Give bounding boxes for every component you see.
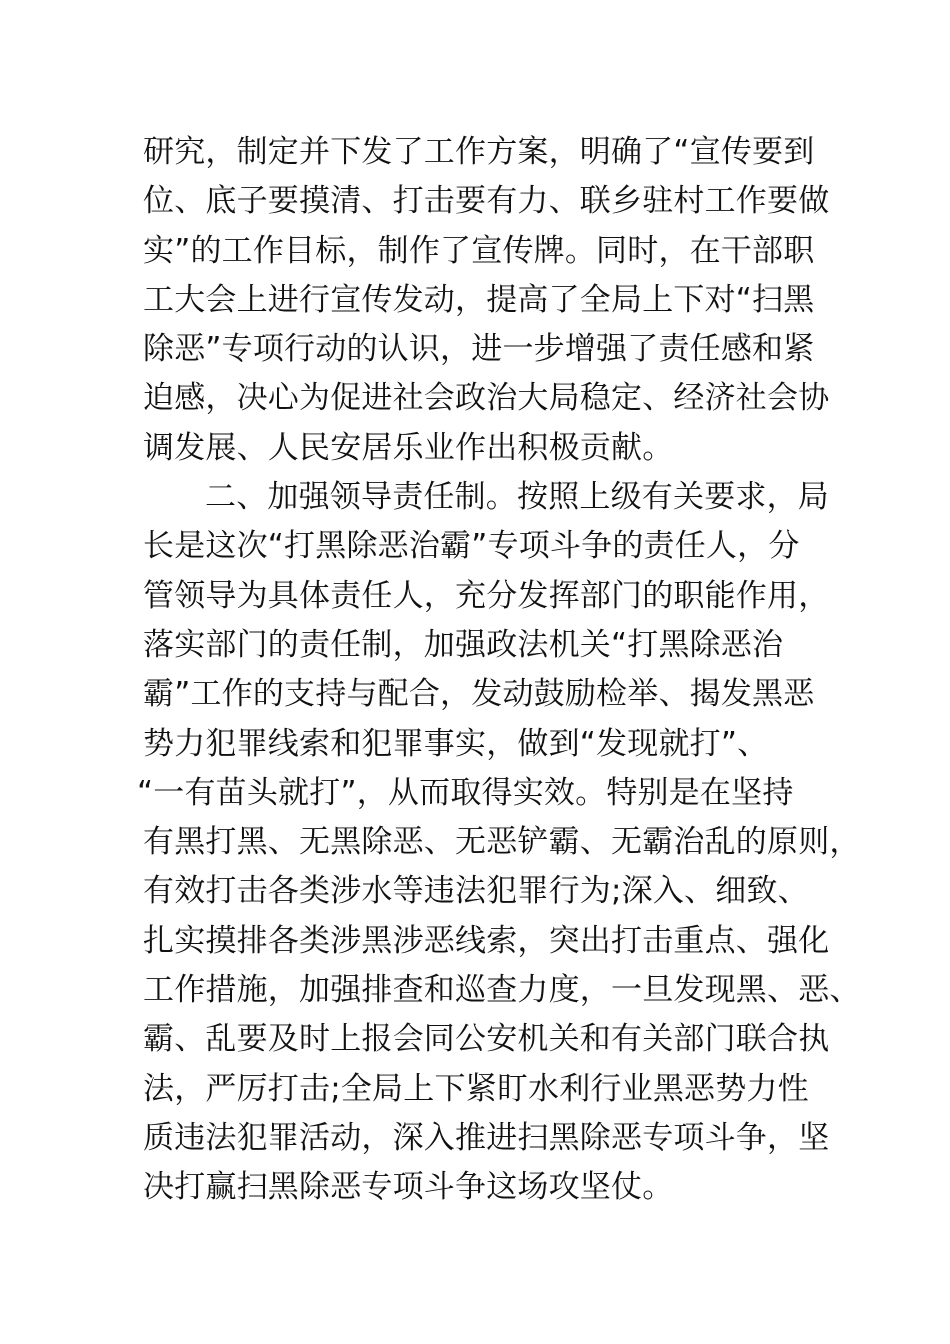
text-line: 工大会上进行宣传发动，提高了全局上下对“扫黑 (143, 281, 815, 318)
text-line: 位、底子要摸清、打击要有力、联乡驻村工作要做 (143, 183, 830, 220)
text-line: 实”的工作目标，制作了宣传牌。同时，在干部职 (143, 232, 815, 269)
text-line: “一有苗头就打”，从而取得实效。特别是在坚持 (137, 774, 794, 811)
text-line: 工作措施，加强排查和巡查力度，一旦发现黑、恶、 (143, 972, 861, 1009)
text-line: 迫感，决心为促进社会政治大局稳定、经济社会协 (143, 380, 830, 417)
text-line: 霸、乱要及时上报会同公安机关和有关部门联合执 (143, 1021, 830, 1058)
text-line: 决打赢扫黑除恶专项斗争这场攻坚仗。 (143, 1169, 674, 1206)
text-line: 有效打击各类涉水等违法犯罪行为;深入、细致、 (143, 873, 809, 910)
text-line: 除恶”专项行动的认识，进一步增强了责任感和紧 (143, 331, 815, 368)
text-line: 质违法犯罪活动，深入推进扫黑除恶专项斗争，坚 (143, 1119, 830, 1156)
body-text (137, 128, 861, 1213)
paragraph-start-line: 二、加强领导责任制。按照上级有关要求，局 (205, 479, 829, 516)
text-line: 霸”工作的支持与配合，发动鼓励检举、揭发黑恶 (143, 676, 815, 713)
text-line: 扎实摸排各类涉黑涉恶线索，突出打击重点、强化 (143, 922, 830, 959)
text-line: 调发展、人民安居乐业作出积极贡献。 (143, 429, 674, 466)
text-line: 势力犯罪线索和犯罪事实，做到“发现就打”、 (143, 725, 769, 762)
text-line: 落实部门的责任制，加强政法机关“打黑除恶治 (143, 626, 784, 663)
text-line: 研究，制定并下发了工作方案，明确了“宣传要到 (143, 134, 815, 170)
text-line: 法，严厉打击;全局上下紧盯水利行业黑恶势力性 (143, 1070, 809, 1107)
text-line: 长是这次“打黑除恶治霸”专项斗争的责任人，分 (143, 528, 800, 565)
text-line: 管领导为具体责任人，充分发挥部门的职能作用， (143, 577, 830, 614)
text-line: 有黑打黑、无黑除恶、无恶铲霸、无霸治乱的原则， (143, 824, 861, 861)
